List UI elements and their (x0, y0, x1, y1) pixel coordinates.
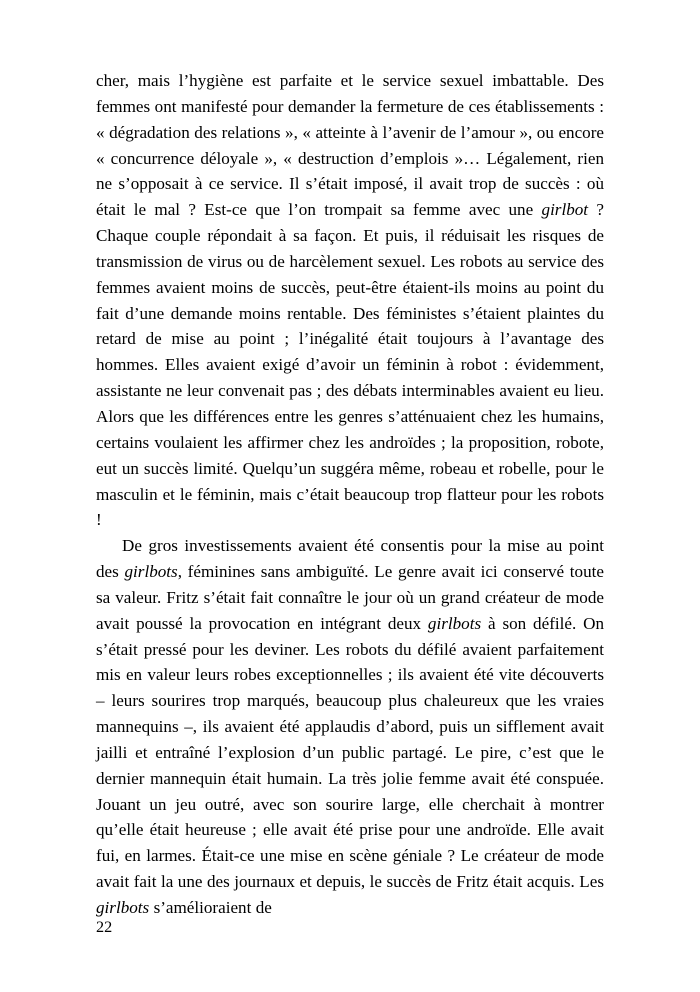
body-paragraph-1: cher, mais l’hygiène est parfaite et le service sexuel imbattable. Des femmes ont manifesté pour demander la fermeture de ces établissements : « dégradation des relations », « atteinte à l’avenir de l’amour », ou encore « concurrence déloyale », « destruction d’emplois »… Légalement, rien ne s’opposait à ce service. Il s’était imposé, il avait trop de succès : où était le mal ? Est-ce que l’on trompait sa femme avec une girlbot ? Chaque couple répondait à sa façon. Et puis, il réduisait les risques de transmission de virus ou de harcèlement sexuel. Les robots au service des femmes avaient moins de succès, peut-être étaient-ils moins au point du fait d’une demande moins rentable. Des féministes s’étaient plaintes du retard de mise au point ; l’inégalité était toujours à l’avantage des hommes. Elles avaient exigé d’avoir un féminin à robot : évidemment, assistante ne leur convenait pas ; des débats interminables avaient eu lieu. Alors que les différences entre les genres s’atténuaient chez les humains, certains voulaient les affirmer chez les androïdes ; la proposition, robote, eut un succès limité. Quelqu’un suggéra même, robeau et robelle, pour le masculin et le féminin, mais c’était beaucoup trop flatteur pour les robots ! (96, 71, 604, 530)
page-number: 22 (96, 918, 113, 936)
body-paragraph-2: De gros investissements avaient été consentis pour la mise au point des girlbots, féminines sans ambiguïté. Le genre avait ici conservé toute sa valeur. Fritz s’était fait connaître le jour où un grand créateur de mode avait poussé la provocation en intégrant deux girlbots à son défilé. On s’était pressé pour les deviner. Les robots du défilé avaient parfaitement mis en valeur leurs robes exceptionnelles ; ils avaient été vite découverts – leurs sourires trop marqués, beaucoup plus chaleureux que les vraies mannequins –, ils avaient été applaudis d’abord, puis un sifflement avait jailli et entraîné l’explosion d’un public partagé. Le pire, c’est que le dernier mannequin était humain. La très jolie femme avait été conspuée. Jouant un jeu outré, avec son sourire large, elle cherchait à montrer qu’elle était heureuse ; elle avait été prise pour une androïde. Elle avait fui, en larmes. Était-ce une mise en scène géniale ? Le créateur de mode avait fait la une des journaux et depuis, le succès de Fritz était acquis. Les girlbots s’amélioraient de (96, 536, 604, 917)
italic-term: girlbot (541, 200, 589, 220)
italic-term: girlbots (96, 898, 150, 917)
page-text-block (96, 68, 604, 921)
italic-term: girlbots (427, 613, 482, 633)
italic-term: girlbots (124, 562, 178, 582)
